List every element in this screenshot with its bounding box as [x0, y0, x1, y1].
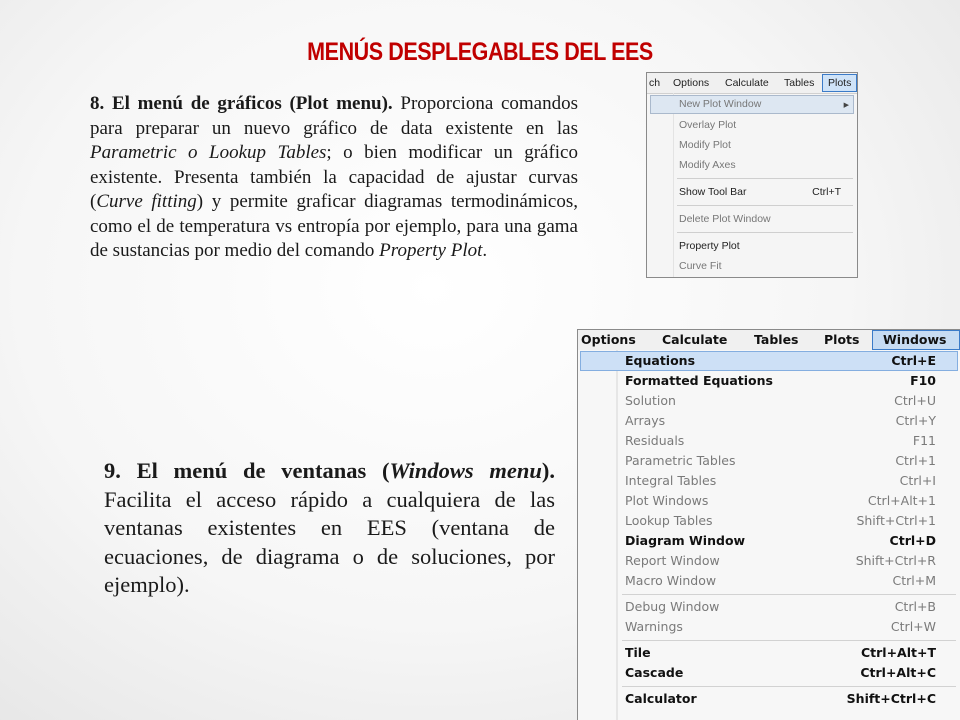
- menu-item-show-tool-bar[interactable]: Show Tool Bar Ctrl+T: [679, 186, 841, 198]
- menubar-item-tables[interactable]: Tables: [784, 77, 815, 89]
- menu-item-integral-tables[interactable]: Integral Tables Ctrl+I: [625, 473, 936, 488]
- menu-item-parametric-tables[interactable]: Parametric Tables Ctrl+1: [625, 453, 936, 468]
- menu-separator: [677, 178, 853, 179]
- menubar-item-tables[interactable]: Tables: [754, 332, 799, 347]
- windows-menu-heading: 9. El menú de ventanas (Windows menu).: [104, 458, 555, 483]
- menu-item-warnings[interactable]: Warnings Ctrl+W: [625, 619, 936, 634]
- menu-separator: [677, 232, 853, 233]
- menu-item-modify-plot[interactable]: Modify Plot: [679, 139, 731, 151]
- menu-item-report-window[interactable]: Report Window Shift+Ctrl+R: [625, 553, 936, 568]
- menu-item-macro-window[interactable]: Macro Window Ctrl+M: [625, 573, 936, 588]
- windows-menubar: [578, 330, 960, 350]
- menu-item-cascade[interactable]: Cascade Ctrl+Alt+C: [625, 665, 936, 680]
- plot-menu-screenshot: [646, 72, 858, 278]
- menu-gutter: [673, 93, 674, 277]
- menu-separator: [677, 205, 853, 206]
- menu-item-residuals[interactable]: Residuals F11: [625, 433, 936, 448]
- menu-item-debug-window[interactable]: Debug Window Ctrl+B: [625, 599, 936, 614]
- menu-item-tile[interactable]: Tile Ctrl+Alt+T: [625, 645, 936, 660]
- menu-item-lookup-tables[interactable]: Lookup Tables Shift+Ctrl+1: [625, 513, 936, 528]
- menu-separator: [622, 594, 956, 595]
- menubar-item-windows[interactable]: Windows: [872, 330, 960, 350]
- windows-menu-body: Facilita el acceso rápido a cualquiera de las ventanas existentes en EES (ventana de ecuaciones, de diagrama o de soluciones, por ejemplo).: [104, 486, 555, 597]
- menubar-item-plots[interactable]: Plots: [822, 74, 857, 92]
- menubar-item-plots[interactable]: Plots: [824, 332, 860, 347]
- slide-title: MENÚS DESPLEGABLES DEL EES: [307, 38, 653, 66]
- menu-item-formatted-equations[interactable]: Formatted Equations F10: [625, 373, 936, 388]
- menu-item-modify-axes[interactable]: Modify Axes: [679, 159, 736, 171]
- menu-item-calculator[interactable]: Calculator Shift+Ctrl+C: [625, 691, 936, 706]
- menubar-item-calculate[interactable]: Calculate: [725, 77, 769, 89]
- windows-menu-screenshot: [577, 329, 960, 720]
- menu-item-new-plot-window[interactable]: New Plot Window: [679, 98, 762, 110]
- submenu-arrow-icon: ▶: [843, 102, 849, 109]
- menu-item-delete-plot-window[interactable]: Delete Plot Window: [679, 213, 771, 225]
- plot-menu-body: Proporciona comandos para preparar un nuevo gráfico de data existente en las Parametric o Lookup Tables; o bien modificar un gráfico existente. Presenta también la capacidad de ajustar curvas (Curve fitting) y permite graficar diagramas termodinámicos, como el de temperatura vs entropía por ejemplo, para una gama de sustancias por medio del comando Property Plot.: [90, 93, 579, 261]
- menubar-item-options[interactable]: Options: [673, 77, 710, 89]
- menubar-item-search[interactable]: ch: [649, 77, 661, 89]
- menu-item-arrays[interactable]: Arrays Ctrl+Y: [625, 413, 936, 428]
- menu-item-curve-fit[interactable]: Curve Fit: [679, 260, 722, 272]
- menu-gutter: [616, 350, 618, 720]
- menu-item-diagram-window[interactable]: Diagram Window Ctrl+D: [625, 533, 936, 548]
- menu-item-plot-windows[interactable]: Plot Windows Ctrl+Alt+1: [625, 493, 936, 508]
- plot-menu-heading: 8. El menú de gráficos (Plot menu).: [90, 93, 393, 114]
- plot-menu-paragraph: [90, 92, 578, 264]
- menu-separator: [622, 686, 956, 687]
- menubar-item-options[interactable]: Options: [581, 332, 636, 347]
- menu-item-equations[interactable]: Equations Ctrl+E: [625, 353, 936, 368]
- menu-item-overlay-plot[interactable]: Overlay Plot: [679, 119, 737, 131]
- windows-menu-paragraph: [104, 457, 555, 600]
- menu-item-solution[interactable]: Solution Ctrl+U: [625, 393, 936, 408]
- plot-menubar: [647, 73, 857, 94]
- menu-separator: [622, 640, 956, 641]
- menu-item-property-plot[interactable]: Property Plot: [679, 240, 740, 252]
- menubar-item-calculate[interactable]: Calculate: [662, 332, 728, 347]
